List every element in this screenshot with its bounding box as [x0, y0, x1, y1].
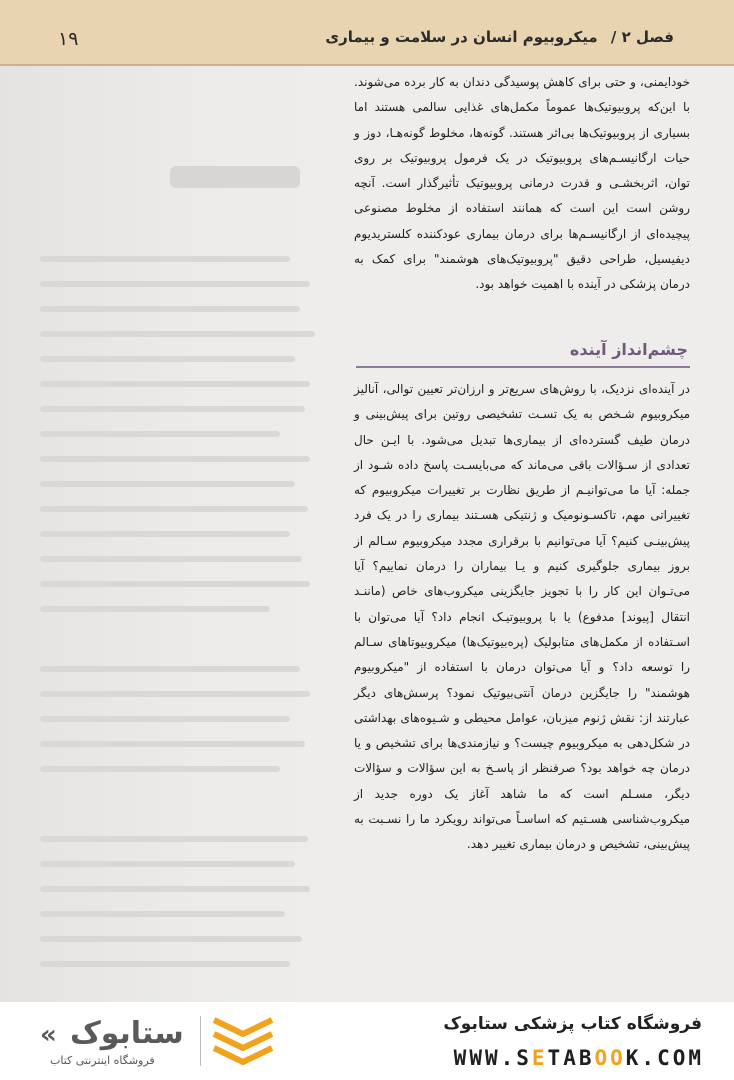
- bleed-through-mark: [40, 356, 295, 362]
- bleed-through-mark: [40, 431, 280, 437]
- bleed-through-mark: [40, 886, 310, 892]
- section-heading-rule: [356, 366, 690, 368]
- bleed-through-mark: [40, 506, 308, 512]
- url-part: WWW.S: [453, 1046, 532, 1070]
- chapter-label: فصل ۲ /: [610, 28, 674, 46]
- bleed-through-mark: [40, 256, 290, 262]
- bleed-through-mark: [40, 306, 300, 312]
- logo-divider: [200, 1016, 201, 1066]
- chapter-title: میکروبیوم انسان در سلامت و بیماری: [325, 28, 598, 46]
- bleed-through-mark: [40, 281, 310, 287]
- bleed-through-mark: [40, 606, 270, 612]
- bleed-through-mark: [40, 911, 285, 917]
- bleed-through-mark: [40, 381, 310, 387]
- url-accent: E: [531, 1046, 548, 1070]
- bleed-through-mark: [40, 456, 310, 462]
- bleed-through-mark: [170, 166, 300, 188]
- url-accent: OO: [594, 1046, 626, 1070]
- bleed-through-mark: [40, 691, 310, 697]
- url-part: TAB: [547, 1046, 595, 1070]
- running-head: [325, 28, 674, 46]
- bleed-through-mark: [40, 936, 302, 942]
- store-logo: [40, 1016, 210, 1072]
- bleed-through-mark: [40, 531, 290, 537]
- bleed-through-mark: [40, 741, 305, 747]
- page-number: ۱۹: [58, 28, 79, 50]
- bleed-through-mark: [40, 766, 280, 772]
- body-paragraph-1: خودایمنی، و حتی برای کاهش پوسیدگی دندان به کار برده می‌شوند. با این‌که پروبیوتیک‌ها عموماً مکمل‌های غذایی سالمی هستند اما بسیاری از پروبیوتیک‌ها بی‌اثر هستند. گونه‌ها، مخلوط گونه‌هـا، دوز و حیات ارگانیسـم‌های پروبیوتیک در یک فرمول پروبیوتیک بر روی توان، اثربخشـی و قدرت درمانی پروبیوتیک تأثیرگذار است. آنچه روشن است این است که همانند استفاده از مخلوط مصنوعی پیچیده‌ای از ارگانیسـم‌ها برای درمان بیماری عودکننده کلستریدیوم دیفیسیل، طراحی دقیق "پروبیوتیک‌های هوشمند" برای کمک به درمان پزشکی در آینده با اهمیت خواهد بود.: [354, 75, 690, 292]
- bleed-through-mark: [40, 581, 310, 587]
- bleed-through-mark: [40, 861, 295, 867]
- bleed-through-mark: [40, 556, 302, 562]
- section-heading-text: چشم‌انداز آینده: [569, 340, 688, 359]
- body-paragraph-2: در آینده‌ای نزدیک، با روش‌های سریع‌تر و ارزان‌تر تعیین توالی، آنالیز میکروبیوم شـخص به یک تسـت تشخیصی روتین برای پیش‌بینی و درمان طیف گسترده‌ای از بیماری‌ها تبدیل می‌شود. با ایـن حال تعدادی از سـؤالات باقی می‌ماند که می‌بایسـت پاسخ داده شـود از جمله: آیا ما می‌توانیـم از طریق نظارت بر تغییرات میکروبیوم که تغییراتی مهم، تاکسـونومیک و ژنتیکی هسـتند بیماری را در یک فرد پیش‌بینـی کنیم؟ آیا می‌توانیم با برقراری مجدد میکروبیوم سـالم از بروز بیماری جلوگیری کنیم و یـا بیماران را درمان نماییم؟ آیا می‌تـوان این کار را با تجویز جایگزینی میکروب‌های خاص (ماننـد انتقال [پیوند] مدفوع) یا با پروبیوتیـک انجام داد؟ آیا می‌توان با اسـتفاده از مکمل‌های متابولیک (پره‌بیوتیک‌ها) میکروبیوتاهای سـالم را توسعه داد؟ و آیا می‌توان درمان با استفاده از "میکروبیوم هوشمند" را جایگزین درمان آنتی‌بیوتیک نمود؟ پرسش‌های دیگر عبارتند از: نقش ژنوم میزبان، عوامل محیطی و شـیوه‌های بهداشتی در شکل‌دهی به میکروبیوم چیست؟ و نیازمندی‌ها برای تشخیص و یا درمان چه خواهد بود؟ صرفنظر از پاسـخ به این سؤالات و سؤالات دیگر، مسـلم است که ما شاهد آغاز یک دوره جدید از میکروب‌شناسی هسـتیم که اساسـاً می‌تواند رویکرد ما را نسـبت به پیش‌بینی، تشخیص و درمان بیماری تغییر دهد.: [354, 382, 690, 852]
- logo-tagline: فروشگاه اینترنتی کتاب: [50, 1054, 155, 1067]
- bleed-through-mark: [40, 666, 300, 672]
- section-heading: [356, 338, 690, 368]
- bleed-through-mark: [40, 836, 308, 842]
- logo-wordmark: ستابوک: [70, 1016, 184, 1051]
- url-part: K.COM: [625, 1046, 704, 1070]
- page-header: [0, 0, 734, 64]
- bleed-through-mark: [40, 716, 290, 722]
- bleed-through-area: [0, 66, 330, 1002]
- chevron-stack-icon: [208, 1014, 278, 1070]
- bleed-through-mark: [40, 961, 290, 967]
- double-chevron-left-icon: «: [40, 1020, 57, 1050]
- bleed-through-mark: [40, 406, 305, 412]
- bleed-through-mark: [40, 481, 295, 487]
- bleed-through-mark: [40, 331, 315, 337]
- store-url[interactable]: [454, 1046, 704, 1070]
- store-footer-banner: [0, 1002, 734, 1080]
- store-name: فروشگاه کتاب پزشکی ستابوک: [443, 1014, 702, 1034]
